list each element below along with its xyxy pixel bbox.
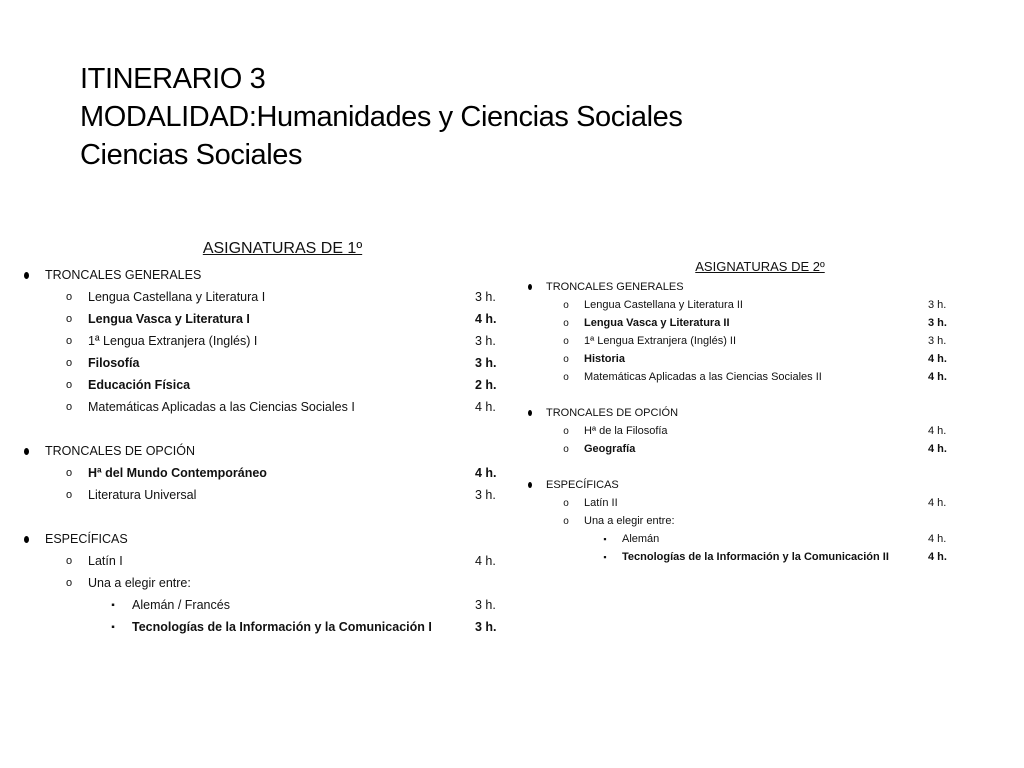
bullet-icon — [528, 284, 532, 290]
subject-hours: 4 h. — [475, 466, 497, 480]
title-ciencias-sociales: Ciencias Sociales — [80, 139, 303, 171]
subject-hours: 3 h. — [928, 317, 947, 329]
subject-hours: 3 h. — [475, 334, 496, 348]
title-modalidad: MODALIDAD:Humanidades y Ciencias Sociales — [80, 101, 683, 133]
section-troncales-opcion — [20, 440, 505, 506]
section-label-text: TRONCALES GENERALES — [546, 281, 684, 293]
subject-name: Alemán / Francés — [132, 598, 230, 612]
section-troncales-opcion — [520, 404, 950, 458]
spacer — [20, 418, 505, 440]
subject-name: Lengua Castellana y Literatura II — [584, 299, 743, 311]
subject-hours: 4 h. — [928, 497, 947, 509]
subject-hours: 4 h. — [475, 312, 497, 326]
list-item — [20, 352, 505, 374]
list-item — [20, 330, 505, 352]
spacer — [520, 386, 950, 404]
list-item — [520, 350, 950, 368]
subject-hours: 3 h. — [475, 290, 496, 304]
subject-hours: 4 h. — [475, 400, 496, 414]
circle-bullet-icon: o — [65, 489, 73, 501]
circle-bullet-icon: o — [65, 577, 73, 589]
subject-name: Latín I — [88, 554, 123, 568]
section-label — [20, 440, 505, 462]
list-item — [520, 422, 950, 440]
list-item — [20, 484, 505, 506]
square-bullet-icon: ▪ — [111, 599, 115, 611]
list-item — [20, 572, 505, 594]
list-subitem — [520, 548, 950, 566]
section-troncales-generales — [520, 278, 950, 386]
circle-bullet-icon: o — [563, 443, 569, 455]
circle-bullet-icon: o — [65, 401, 73, 413]
subject-name: Educación Física — [88, 378, 191, 392]
list-item — [520, 296, 950, 314]
section-label — [520, 476, 950, 494]
list-item — [520, 332, 950, 350]
section-label-text: TRONCALES DE OPCIÓN — [45, 444, 196, 458]
subject-hours: 4 h. — [928, 371, 947, 383]
list-item — [20, 308, 505, 330]
subject-name: Una a elegir entre: — [88, 576, 191, 590]
subject-hours: 3 h. — [475, 356, 497, 370]
circle-bullet-icon: o — [563, 317, 569, 329]
circle-bullet-icon: o — [65, 335, 73, 347]
circle-bullet-icon: o — [65, 379, 73, 391]
panel-heading: ASIGNATURAS DE 2º — [695, 259, 825, 274]
list-item — [520, 440, 950, 458]
section-label — [520, 404, 950, 422]
spacer — [520, 458, 950, 476]
list-item — [520, 314, 950, 332]
list-item — [20, 374, 505, 396]
subject-name: Una a elegir entre: — [584, 515, 675, 527]
circle-bullet-icon: o — [65, 291, 73, 303]
subject-name: 1ª Lengua Extranjera (Inglés) I — [88, 334, 258, 348]
spacer — [20, 506, 505, 528]
bullet-icon — [528, 482, 532, 488]
subject-hours: 3 h. — [475, 620, 497, 634]
subject-hours: 4 h. — [928, 425, 947, 437]
section-label — [20, 264, 505, 286]
circle-bullet-icon: o — [563, 425, 569, 437]
subject-name: Lengua Vasca y Literatura I — [88, 312, 250, 326]
subject-name: Hª de la Filosofía — [584, 425, 668, 437]
section-label-text: TRONCALES GENERALES — [45, 268, 202, 282]
list-subitem — [520, 530, 950, 548]
circle-bullet-icon: o — [563, 335, 569, 347]
subject-hours: 3 h. — [928, 335, 947, 347]
circle-bullet-icon: o — [65, 555, 73, 567]
subject-name: Hª del Mundo Contemporáneo — [88, 466, 267, 480]
section-label — [20, 528, 505, 550]
list-item — [520, 494, 950, 512]
subject-name: Tecnologías de la Información y la Comunicación II — [622, 551, 889, 563]
circle-bullet-icon: o — [563, 497, 569, 509]
subject-hours: 4 h. — [928, 533, 947, 545]
list-item — [20, 462, 505, 484]
subject-hours: 4 h. — [928, 353, 947, 365]
subject-name: Literatura Universal — [88, 488, 197, 502]
subject-hours: 3 h. — [475, 488, 496, 502]
list-item — [20, 396, 505, 418]
list-item — [520, 512, 950, 530]
subject-hours: 2 h. — [475, 378, 497, 392]
subject-hours: 4 h. — [475, 554, 496, 568]
subject-hours: 3 h. — [928, 299, 947, 311]
circle-bullet-icon: o — [563, 371, 569, 383]
section-troncales-generales — [20, 264, 505, 418]
subject-name: 1ª Lengua Extranjera (Inglés) II — [584, 335, 737, 347]
bullet-icon — [528, 410, 532, 416]
subject-name: Latín II — [584, 497, 618, 509]
subject-hours: 3 h. — [475, 598, 496, 612]
list-item — [520, 368, 950, 386]
square-bullet-icon: ▪ — [111, 621, 115, 633]
section-especificas — [520, 476, 950, 566]
bullet-icon — [24, 536, 29, 543]
circle-bullet-icon: o — [65, 357, 73, 369]
circle-bullet-icon: o — [65, 313, 73, 325]
circle-bullet-icon: o — [563, 353, 569, 365]
subject-hours: 4 h. — [928, 551, 947, 563]
subject-name: Filosofía — [88, 356, 140, 370]
subject-hours: 4 h. — [928, 443, 947, 455]
square-bullet-icon: ▪ — [603, 534, 607, 544]
subject-name: Lengua Vasca y Literatura II — [584, 317, 730, 329]
bullet-icon — [24, 448, 29, 455]
panel-first-year — [20, 236, 505, 638]
section-label-text: ESPECÍFICAS — [546, 479, 619, 491]
panel-heading: ASIGNATURAS DE 1º — [202, 240, 363, 257]
panel-second-year — [520, 256, 950, 566]
subject-name: Matemáticas Aplicadas a las Ciencias Sociales I — [88, 400, 355, 414]
list-item — [20, 550, 505, 572]
section-especificas — [20, 528, 505, 638]
circle-bullet-icon: o — [65, 467, 73, 479]
list-subitem — [20, 594, 505, 616]
section-label-text: ESPECÍFICAS — [45, 532, 128, 546]
subject-name: Historia — [584, 353, 625, 365]
subject-name: Lengua Castellana y Literatura I — [88, 290, 266, 304]
slide-title — [80, 60, 683, 174]
square-bullet-icon: ▪ — [603, 552, 607, 562]
section-label — [520, 278, 950, 296]
list-subitem — [20, 616, 505, 638]
circle-bullet-icon: o — [563, 515, 569, 527]
subject-name: Tecnologías de la Información y la Comunicación I — [132, 620, 432, 634]
title-itinerario: ITINERARIO 3 — [80, 63, 266, 95]
bullet-icon — [24, 272, 29, 279]
list-item — [20, 286, 505, 308]
subject-name: Matemáticas Aplicadas a las Ciencias Sociales II — [584, 371, 822, 383]
section-label-text: TRONCALES DE OPCIÓN — [546, 407, 679, 419]
circle-bullet-icon: o — [563, 299, 569, 311]
subject-name: Alemán — [622, 533, 660, 545]
subject-name: Geografía — [584, 443, 636, 455]
